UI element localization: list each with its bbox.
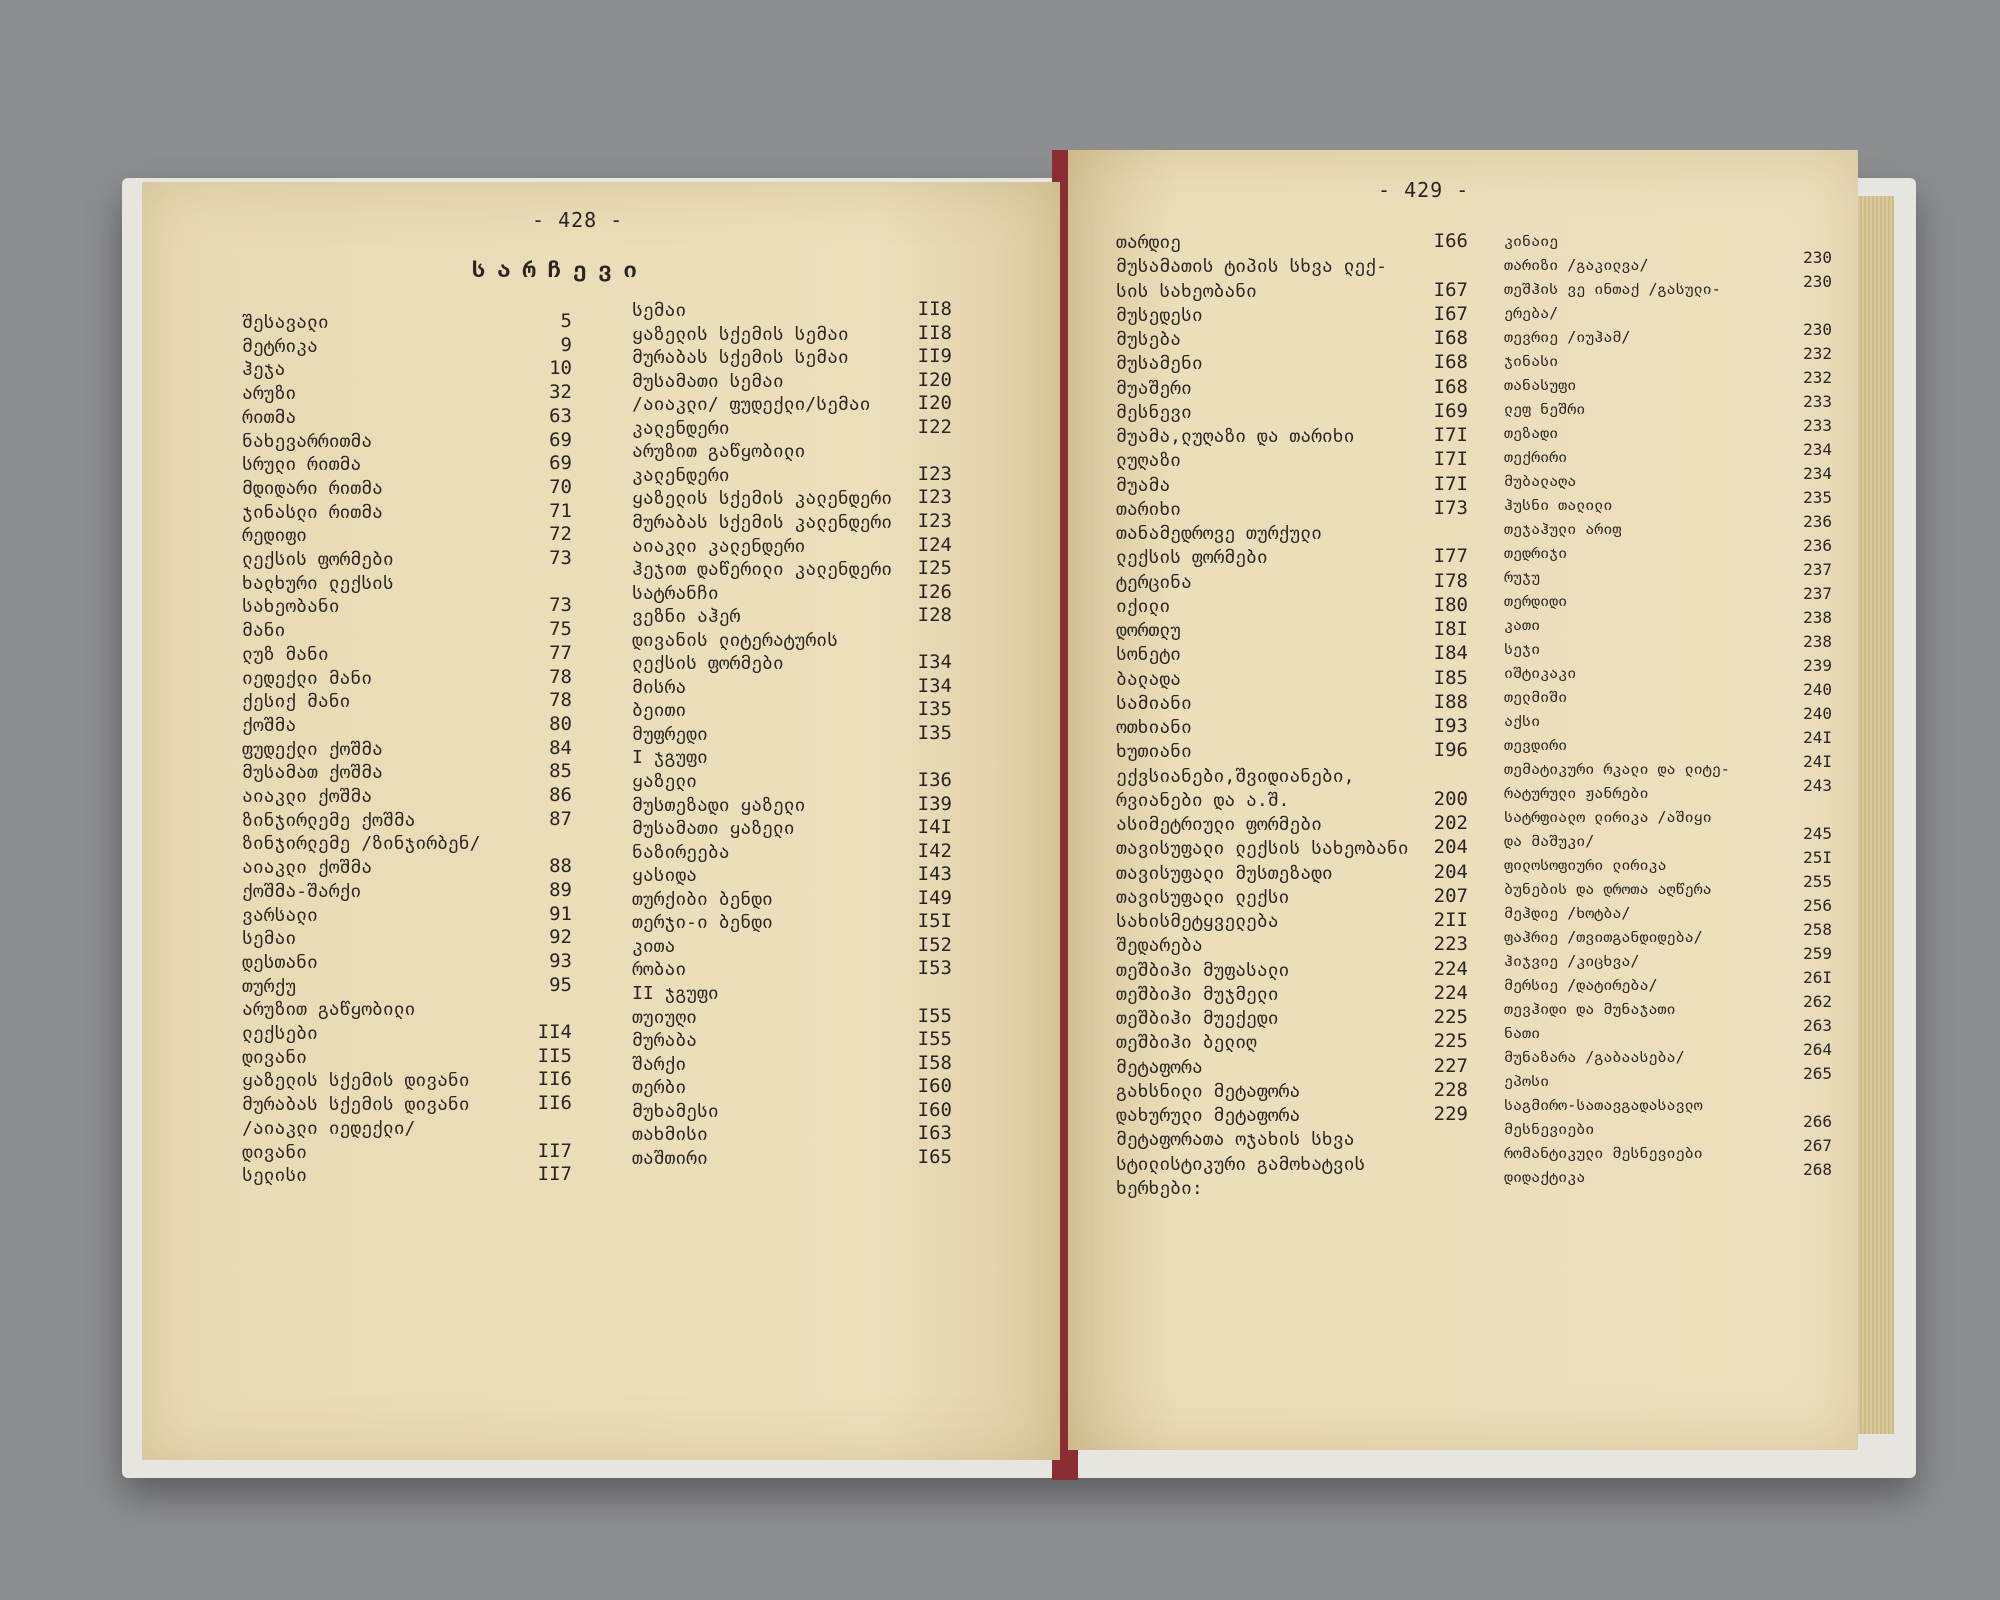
toc-entry-page: I55	[917, 1004, 952, 1027]
toc-entry-title: თეშბიჰი მუექედი	[1116, 1008, 1279, 1029]
toc-entry-page: 224	[1433, 981, 1468, 1004]
toc-entry-title: რითმა	[242, 406, 297, 428]
toc-entry-title: მუსამენი	[1116, 353, 1203, 375]
right-page-number: - 429 -	[1378, 178, 1470, 202]
toc-entry-title: ჰუსნი თალილი	[1504, 496, 1613, 514]
toc-entry-title: სის სახეობანი	[1116, 280, 1257, 302]
toc-entry-title: თექრირი	[1504, 448, 1568, 466]
toc-entry-title: იშტიკაკი	[1504, 664, 1577, 682]
toc-entry-page: 235	[1803, 488, 1832, 507]
toc-entry-page: 77	[549, 641, 572, 664]
toc-entry-page: 204	[1433, 836, 1468, 859]
toc-entry-page: 75	[549, 618, 572, 641]
toc-entry-page: 267	[1803, 1136, 1832, 1155]
toc-entry-title: თავისუფალი ლექსი	[1116, 886, 1290, 908]
left-page-number: - 428 -	[532, 208, 624, 232]
toc-entry-title: მუამა	[1116, 474, 1171, 496]
toc-entry-page: I34	[917, 674, 952, 697]
toc-entry-title: დივანი	[242, 1046, 308, 1068]
toc-entry-page: I67	[1433, 302, 1468, 325]
toc-entry-title: რატურული ჟანრები	[1504, 784, 1649, 802]
toc-entry-title: ყასიდა	[632, 865, 698, 887]
toc-entry-page: 262	[1803, 992, 1832, 1011]
toc-entry-page: 73	[549, 594, 572, 617]
toc-entry-page: 233	[1803, 392, 1832, 411]
toc-entry-page: 229	[1433, 1103, 1468, 1125]
page-edges	[1858, 196, 1894, 1434]
toc-entry-title: ერება/	[1504, 304, 1559, 322]
toc-entry-page: I7I	[1433, 472, 1468, 495]
toc-entry-title: თარიხი	[1116, 498, 1182, 520]
toc-entry-title: ვეზნი აჰერ	[632, 606, 741, 628]
toc-entry-page: I88	[1433, 690, 1468, 713]
toc-entry-page: 256	[1803, 896, 1832, 915]
toc-entry-page: II9	[917, 345, 952, 368]
toc-entry-title: მუფრედი	[632, 723, 708, 745]
toc-entry-title: კითა	[632, 935, 676, 957]
toc-entry-title: დორთლუ	[1116, 620, 1182, 641]
toc-entry-title: სამიანი	[1116, 692, 1192, 714]
toc-entry-title: მუაშერი	[1116, 377, 1192, 399]
toc-entry-title: დიდაქტიკა	[1504, 1168, 1586, 1186]
toc-entry-title: თედრიჯი	[1504, 544, 1568, 562]
toc-entry-title: მურაბას სქემის დივანი	[242, 1094, 470, 1116]
toc-entry-page: 32	[549, 381, 572, 404]
toc-entry-page: 2II	[1433, 909, 1468, 931]
toc-entry-title: თეშბიჰი მუფასალი	[1116, 959, 1290, 981]
toc-entry-page: 5	[560, 310, 572, 332]
toc-entry-title: მუსამათის ტიპის სხვა ლექ-	[1116, 256, 1387, 278]
toc-entry-page: I85	[1433, 666, 1468, 689]
toc-entry-title: სატრფიალო ლირიკა /აშიყი	[1504, 808, 1712, 826]
toc-entry-title: სტილისტიკური გამოხატვის	[1116, 1153, 1366, 1175]
toc-entry-page: 207	[1433, 884, 1468, 907]
toc-entry-title: ეპოსი	[1504, 1072, 1550, 1090]
toc-entry-page: 239	[1803, 656, 1832, 675]
toc-entry-title: თურქუ	[242, 975, 297, 997]
toc-entry-page: I35	[917, 721, 952, 744]
toc-entry-page: I68	[1433, 327, 1468, 349]
toc-entry-title: ზინჯირლემე /ზინჯირბენ/	[242, 833, 481, 855]
toc-entry-page: I67	[1433, 278, 1468, 301]
toc-entry-page: 91	[549, 902, 572, 925]
toc-entry-page: 92	[549, 926, 572, 949]
toc-entry-page: 200	[1433, 787, 1468, 810]
toc-entry-title: მუნაზარა /გაბაასება/	[1504, 1048, 1685, 1066]
toc-entry-page: I84	[1433, 642, 1468, 665]
toc-entry-page: I68	[1433, 351, 1468, 374]
toc-entry-title: დახურული მეტაფორა	[1116, 1105, 1301, 1126]
toc-entry-title: სეჯი	[1504, 640, 1541, 658]
toc-entry-page: I34	[917, 651, 952, 674]
toc-entry-title: ოთხიანი	[1116, 717, 1192, 738]
toc-entry-title: ჰეჯით დაწერილი კალენდერი	[632, 559, 893, 581]
toc-entry-title: შესავალი	[242, 312, 329, 333]
toc-entry-title: აქსი	[1504, 712, 1541, 730]
toc-entry-title: მისრა	[632, 676, 687, 698]
toc-entry-page: 85	[549, 760, 572, 783]
toc-entry-page: II7	[537, 1163, 572, 1186]
toc-entry-page: II7	[537, 1139, 572, 1162]
toc-entry-title: თარიზი /გაკილვა/	[1504, 256, 1649, 274]
toc-entry-page: 238	[1803, 608, 1832, 627]
toc-entry-title: დესთანი	[242, 951, 318, 973]
toc-entry-page: I39	[917, 792, 952, 815]
toc-entry-title: იედექლი მანი	[242, 667, 373, 689]
toc-entry-title: რომანტიკული მესნევიები	[1504, 1144, 1703, 1162]
toc-entry-page: I42	[917, 839, 952, 862]
toc-entry-page: I60	[917, 1098, 952, 1121]
toc-entry-page: 263	[1803, 1016, 1832, 1035]
toc-entry-title: მუსამათი სემაი	[632, 370, 784, 392]
toc-entry-title: ჯინასლი რითმა	[242, 501, 383, 523]
toc-entry-page: II4	[537, 1021, 572, 1043]
toc-entry-title: მესნევი	[1116, 401, 1192, 423]
toc-entry-page: I52	[917, 933, 952, 956]
right-page	[1068, 150, 1858, 1450]
toc-entry-title: მუსება	[1116, 329, 1182, 350]
toc-entry-title: თარდიე	[1116, 232, 1182, 253]
toc-entry-title: თერდიდი	[1504, 592, 1568, 610]
toc-entry-title: სონეტი	[1116, 644, 1182, 666]
toc-entry-page: 240	[1803, 680, 1832, 699]
toc-entry-page: 234	[1803, 440, 1832, 459]
toc-entry-page: 240	[1803, 704, 1832, 723]
toc-entry-page: 88	[549, 855, 572, 878]
toc-entry-title: ლეფ ნეშრი	[1504, 400, 1586, 418]
toc-entry-title: თემატიკური რკალი და ლიტე-	[1504, 760, 1730, 778]
toc-entry-title: თელმიში	[1504, 688, 1568, 706]
toc-entry-page: 24I	[1803, 752, 1832, 771]
toc-entry-title: არუზით გაწყობილი	[632, 441, 806, 463]
toc-entry-page: I24	[917, 533, 952, 556]
toc-entry-title: ვარსალი	[242, 904, 318, 926]
toc-entry-page: I35	[917, 698, 952, 721]
toc-entry-page: 233	[1803, 416, 1832, 435]
toc-entry-page: I25	[917, 557, 952, 580]
toc-entry-title: ყაზელის სქემის კალენდერი	[632, 488, 893, 510]
toc-entry-title: ხალხური ლექსის	[242, 572, 394, 594]
toc-entry-title: თევდირი	[1504, 736, 1568, 754]
toc-entry-title: მუსთეზადი ყაზელი	[632, 794, 806, 816]
toc-entry-page: 80	[549, 712, 572, 735]
toc-entry-title: სახეობანი	[242, 596, 340, 618]
toc-entry-title: ყაზელი	[632, 771, 698, 792]
toc-entry-page: I65	[917, 1145, 952, 1168]
toc-entry-title: ასიმეტრიული ფორმები	[1116, 814, 1322, 835]
toc-entry-page: 71	[549, 499, 572, 522]
toc-entry-page: I78	[1433, 569, 1468, 592]
toc-entry-title: მდიდარი რითმა	[242, 477, 383, 499]
toc-entry-page: 228	[1433, 1078, 1468, 1101]
toc-entry-title: საგმირო-სათავგადასავლო	[1504, 1096, 1703, 1114]
toc-entry-title: მეტაფორათა ოჯახის სხვა	[1116, 1129, 1355, 1151]
toc-entry-page: 234	[1803, 464, 1832, 483]
toc-entry-page: I20	[917, 368, 952, 391]
toc-entry-title: რედიფი	[242, 525, 308, 547]
toc-entry-title: დივანი	[242, 1141, 308, 1163]
toc-entry-title: მურაბას სქემის კალენდერი	[632, 511, 893, 533]
toc-entry-page: 25I	[1803, 848, 1832, 867]
toc-entry-page: I93	[1433, 715, 1468, 737]
toc-entry-page: I63	[917, 1122, 952, 1145]
toc-entry-title: ქოშმა	[242, 714, 297, 736]
toc-entry-page: 84	[549, 736, 572, 759]
toc-entry-title: გახსნილი მეტაფორა	[1116, 1080, 1301, 1102]
toc-entry-page: 268	[1803, 1160, 1832, 1179]
toc-entry-title: ნათი	[1504, 1024, 1541, 1042]
toc-entry-title: ხუთიანი	[1116, 741, 1192, 763]
toc-entry-title: ყაზელის სქემის დივანი	[242, 1070, 470, 1092]
toc-entry-page: 89	[549, 878, 572, 901]
toc-entry-title: მუსამათი ყაზელი	[632, 818, 795, 840]
toc-entry-title: ტერცინა	[1116, 571, 1192, 593]
toc-entry-title: I ჯგუფი	[632, 747, 708, 769]
toc-entry-page: 266	[1803, 1112, 1832, 1131]
toc-entry-title: მეჰდიე /ხოტბა/	[1504, 904, 1631, 922]
toc-entry-title: შედარება	[1116, 935, 1203, 957]
toc-entry-page: 238	[1803, 632, 1832, 651]
toc-entry-title: ფაჰრიე /თვითგანდიდება/	[1504, 928, 1703, 946]
toc-entry-page: 63	[549, 404, 572, 427]
toc-entry-page: 87	[549, 807, 572, 830]
toc-entry-title: სატრანჩი	[632, 582, 719, 604]
toc-entry-page: I43	[917, 863, 952, 886]
toc-entry-title: თეშბიჰი ბელიღ	[1116, 1032, 1257, 1054]
toc-entry-title: /აიაკლი/ ფუდექლი/სემაი	[632, 394, 871, 416]
toc-entry-title: თეზადი	[1504, 424, 1559, 442]
toc-entry-title: ჰიჯვიე /კიცხვა/	[1504, 952, 1640, 970]
toc-entry-page: I20	[917, 392, 952, 415]
toc-entry-page: I49	[917, 886, 952, 909]
toc-entry-title: მუამა,ლუღაზი და თარიხი	[1116, 426, 1355, 447]
contents-title: სარჩევი	[472, 258, 649, 283]
toc-entry-title: არუზი	[242, 383, 297, 405]
toc-entry-page: 258	[1803, 920, 1832, 939]
toc-entry-page: I4I	[917, 816, 952, 839]
toc-entry-title: მუბალაღა	[1504, 472, 1577, 490]
toc-entry-page: II6	[537, 1092, 572, 1115]
toc-entry-title: ფუდექლი ქოშმა	[242, 738, 383, 760]
toc-entry-title: ხერხები:	[1116, 1177, 1203, 1199]
toc-entry-title: თერჯი-ი ბენდი	[632, 912, 773, 934]
toc-entry-title: თეშბიჰი მუჯმელი	[1116, 983, 1279, 1005]
toc-entry-page: 236	[1803, 512, 1832, 531]
toc-entry-title: კალენდერი	[632, 464, 730, 486]
toc-entry-page: I36	[917, 769, 952, 791]
toc-entry-title: ქესიქ მანი	[242, 691, 351, 713]
toc-entry-title: აიაკლი ქოშმა	[242, 786, 373, 807]
toc-entry-page: II8	[917, 321, 952, 344]
toc-entry-page: 230	[1803, 272, 1832, 291]
toc-entry-title: კალენდერი	[632, 417, 730, 439]
toc-entry-title: თერბი	[632, 1077, 687, 1099]
toc-entry-title: მუსამათ ქოშმა	[242, 762, 383, 784]
toc-entry-title: ლექსის ფორმები	[632, 653, 784, 675]
toc-entry-title: თაშთირი	[632, 1147, 708, 1169]
toc-entry-page: I68	[1433, 375, 1468, 398]
toc-entry-page: 69	[549, 428, 572, 451]
toc-entry-title: აიაკლი კალენდერი	[632, 535, 806, 557]
toc-entry-page: I73	[1433, 496, 1468, 519]
toc-entry-title: ლექსები	[242, 1023, 318, 1044]
toc-entry-page: I8I	[1433, 618, 1468, 640]
toc-entry-title: და მაშუკი/	[1504, 832, 1595, 850]
toc-entry-title: მურაბა	[632, 1030, 698, 1052]
toc-entry-title: მურაბას სქემის სემაი	[632, 347, 849, 369]
toc-entry-title: ლუღაზი	[1116, 450, 1182, 472]
toc-entry-title: /აიაკლი იედექლი/	[242, 1117, 416, 1139]
toc-entry-title: თეშჰის ვე ინთაქ /გასული-	[1504, 280, 1721, 298]
toc-entry-page: 9	[560, 333, 572, 356]
toc-entry-title: სახისმეტყველება	[1116, 911, 1279, 932]
toc-entry-title: თუიუღი	[632, 1006, 698, 1028]
toc-entry-title: მუხამესი	[632, 1100, 719, 1122]
toc-entry-page: 227	[1433, 1054, 1468, 1077]
toc-entry-title: მერსიე /დატირება/	[1504, 976, 1658, 994]
toc-entry-title: ყაზელის სქემის სემაი	[632, 323, 849, 345]
toc-entry-page: 78	[549, 665, 572, 688]
toc-entry-page: 264	[1803, 1040, 1832, 1059]
toc-entry-title: სელისი	[242, 1165, 308, 1187]
toc-entry-title: სემაი	[242, 928, 297, 950]
toc-entry-page: I60	[917, 1075, 952, 1098]
toc-entry-page: 78	[549, 689, 572, 712]
toc-entry-page: I23	[917, 509, 952, 532]
toc-entry-title: კათი	[1504, 616, 1541, 634]
toc-entry-page: 223	[1433, 933, 1468, 956]
toc-entry-page: 10	[549, 357, 572, 380]
toc-entry-title: ბალადა	[1116, 668, 1182, 690]
toc-entry-page: I77	[1433, 545, 1468, 568]
toc-entry-page: 86	[549, 784, 572, 806]
toc-entry-title: მანი	[242, 620, 286, 642]
toc-entry-page: I7I	[1433, 424, 1468, 446]
toc-entry-page: I66	[1433, 230, 1468, 252]
toc-entry-title: ბეითი	[632, 700, 687, 722]
toc-entry-page: I7I	[1433, 448, 1468, 471]
toc-entry-page: I96	[1433, 739, 1468, 762]
toc-entry-title: რობაი	[632, 959, 687, 981]
toc-entry-title: ფილოსოფიური ლირიკა	[1504, 856, 1667, 874]
toc-entry-page: 72	[549, 523, 572, 546]
toc-entry-title: ჯინასი	[1504, 352, 1559, 370]
toc-entry-page: 93	[549, 949, 572, 972]
toc-entry-page: I69	[1433, 399, 1468, 422]
toc-entry-page: 255	[1803, 872, 1832, 891]
toc-entry-page: 95	[549, 973, 572, 996]
toc-entry-page: 202	[1433, 812, 1468, 834]
toc-entry-page: 26I	[1803, 968, 1832, 987]
toc-entry-page: I23	[917, 486, 952, 509]
toc-entry-page: 265	[1803, 1064, 1832, 1083]
toc-entry-title: ლექსის ფორმები	[1116, 547, 1268, 569]
left-page	[142, 182, 1060, 1460]
toc-entry-title: თახმისი	[632, 1124, 708, 1146]
toc-entry-page: 230	[1803, 320, 1832, 339]
toc-entry-title: თანასუფი	[1504, 376, 1577, 394]
toc-entry-page: I55	[917, 1028, 952, 1051]
toc-entry-page: 232	[1803, 368, 1832, 387]
toc-entry-page: 236	[1803, 536, 1832, 555]
toc-entry-page: 24I	[1803, 728, 1832, 747]
toc-entry-page: 243	[1803, 776, 1832, 795]
toc-entry-title: მეტრიკა	[242, 335, 318, 357]
toc-entry-title: ბუნების და დროთა აღწერა	[1504, 880, 1712, 898]
toc-entry-page: I5I	[917, 910, 952, 933]
toc-entry-title: მესნევიები	[1504, 1120, 1595, 1138]
toc-entry-page: 73	[549, 547, 572, 569]
toc-entry-title: თევჰიდი და მუნაჯათი	[1504, 1000, 1676, 1018]
toc-entry-title: არუზით გაწყობილი	[242, 999, 416, 1021]
toc-entry-page: I26	[917, 580, 952, 603]
toc-entry-title: ნახევარრითმა	[242, 430, 373, 452]
toc-entry-page: I58	[917, 1051, 952, 1074]
toc-entry-title: ლუზ მანი	[242, 643, 329, 665]
toc-entry-title: ნაზირეება	[632, 841, 730, 863]
toc-entry-title: თევრიე /იუჰამ/	[1504, 328, 1631, 346]
toc-entry-page: I22	[917, 415, 952, 438]
toc-entry-page: 237	[1803, 560, 1832, 579]
toc-entry-title: ქოშმა-შარქი	[242, 880, 362, 902]
toc-entry-title: რვიანები და ა.შ.	[1116, 789, 1290, 811]
toc-entry-title: იქილი	[1116, 595, 1171, 617]
toc-entry-page: 225	[1433, 1030, 1468, 1053]
toc-entry-title: სრული რითმა	[242, 454, 362, 476]
toc-entry-page: 204	[1433, 860, 1468, 883]
toc-entry-title: მუსედესი	[1116, 304, 1203, 326]
toc-entry-page: II5	[537, 1044, 572, 1067]
toc-entry-page: 245	[1803, 824, 1832, 843]
toc-entry-page: I23	[917, 462, 952, 485]
toc-entry-title: თეჯაჰული არიფ	[1504, 520, 1622, 538]
toc-entry-title: თურქიბი ბენდი	[632, 888, 773, 910]
toc-entry-title: მეტაფორა	[1116, 1056, 1203, 1078]
toc-entry-title: II ჯგუფი	[632, 982, 719, 1004]
toc-entry-page: 259	[1803, 944, 1832, 963]
toc-entry-title: თავისუფალი მუსთეზადი	[1116, 862, 1333, 884]
toc-entry-page: 237	[1803, 584, 1832, 603]
toc-entry-page: I80	[1433, 593, 1468, 616]
toc-entry-page: 232	[1803, 344, 1832, 363]
toc-entry-page: 230	[1803, 248, 1832, 267]
toc-entry-page: 70	[549, 475, 572, 498]
toc-entry-title: ჰეჯა	[242, 359, 286, 381]
toc-entry-page: I28	[917, 604, 952, 627]
toc-entry-title: ზინჯირლემე ქოშმა	[242, 809, 416, 831]
toc-entry-page: I53	[917, 957, 952, 980]
toc-entry-title: შარქი	[632, 1053, 687, 1075]
toc-entry-title: რუჯუ	[1504, 568, 1541, 586]
toc-entry-title: ლექსის ფორმები	[242, 549, 394, 570]
toc-entry-page: 69	[549, 452, 572, 475]
toc-entry-page: II6	[537, 1068, 572, 1091]
toc-entry-title: კინაიე	[1504, 232, 1559, 250]
toc-entry-title: სემაი	[632, 300, 687, 321]
toc-entry-page: 224	[1433, 957, 1468, 980]
toc-entry-title: თანამედროვე თურქული	[1116, 523, 1322, 544]
toc-entry-title: ექვსიანები,შვიდიანები,	[1116, 765, 1355, 787]
toc-entry-page: 225	[1433, 1006, 1468, 1028]
toc-entry-page: II8	[917, 298, 952, 320]
toc-entry-title: დივანის ლიტერატურის	[632, 629, 838, 651]
toc-entry-title: თავისუფალი ლექსის სახეობანი	[1116, 838, 1409, 860]
toc-entry-title: აიაკლი ქოშმა	[242, 857, 373, 879]
